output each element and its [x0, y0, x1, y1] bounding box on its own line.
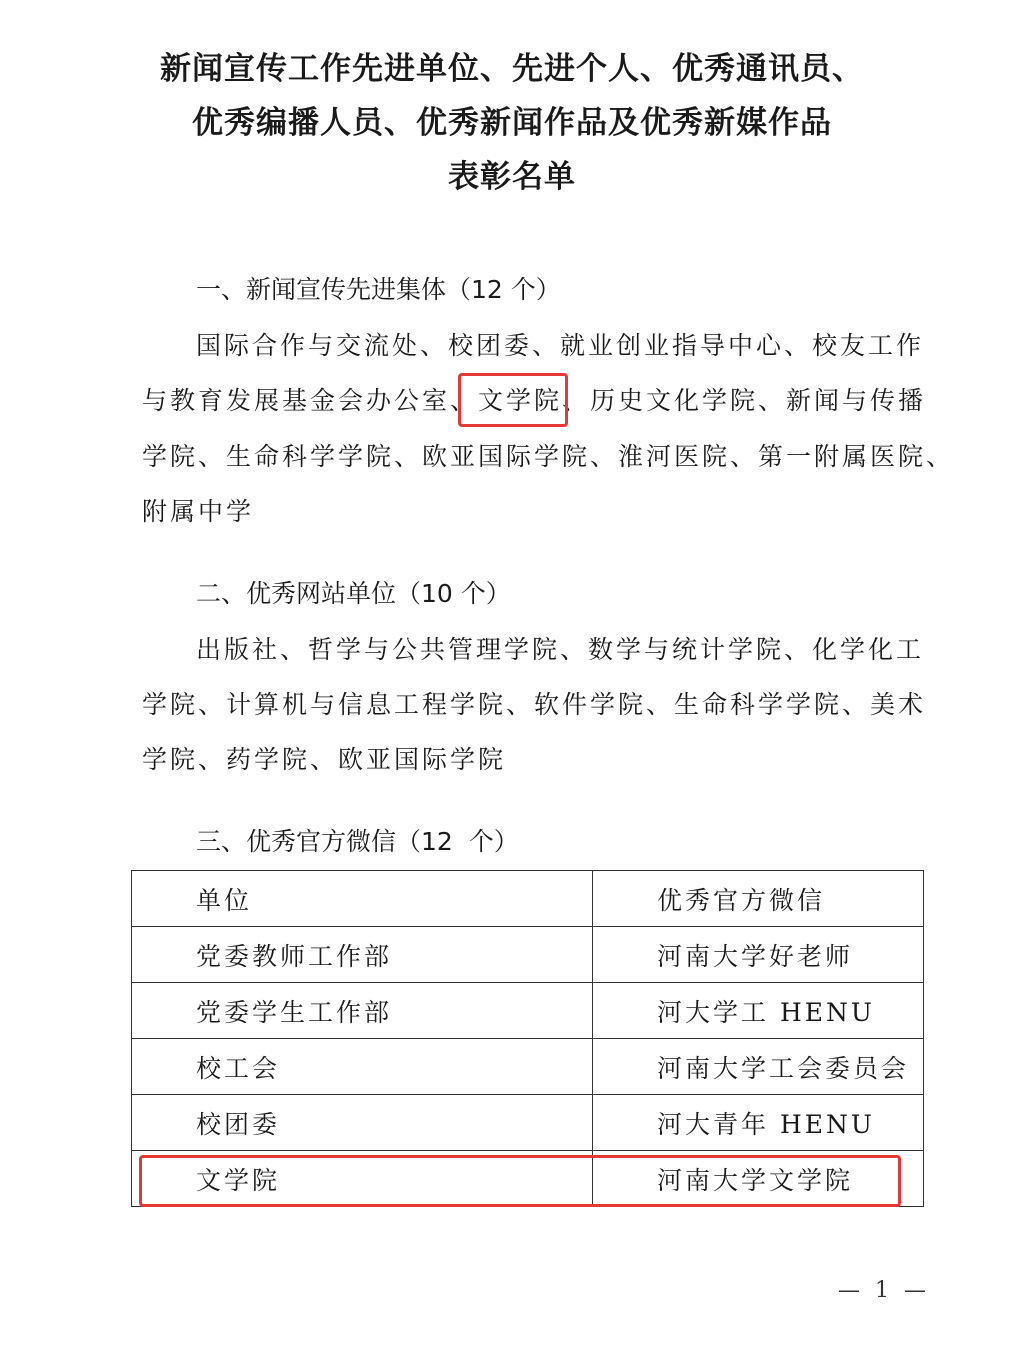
section2-line-2: 学院、计算机与信息工程学院、软件学院、生命科学学院、美术 [142, 690, 927, 719]
section1-heading: 一、新闻宣传先进集体（12 个） [196, 275, 561, 304]
table-cell-wechat: 河南大学好老师 [593, 927, 924, 983]
table-cell-unit: 党委学生工作部 [132, 983, 593, 1039]
table-row [132, 1095, 924, 1151]
table-cell-wechat: 河大青年 HENU [593, 1095, 924, 1151]
section2-line-1: 出版社、哲学与公共管理学院、数学与统计学院、化学化工 [196, 635, 925, 664]
table-cell-wechat: 河南大学工会委员会 [593, 1039, 924, 1095]
table-header-unit: 单位 [132, 871, 593, 927]
section2-heading: 二、优秀网站单位（10 个） [196, 579, 511, 608]
table-cell-unit: 校工会 [132, 1039, 593, 1095]
page-number: — 1 — [838, 1278, 930, 1303]
table-row [132, 927, 924, 983]
section1-line-2: 与教育发展基金会办公室、文学院、历史文化学院、新闻与传播 [142, 386, 927, 415]
section1-line-1: 国际合作与交流处、校团委、就业创业指导中心、校友工作 [196, 331, 925, 360]
table-header-wechat: 优秀官方微信 [593, 871, 924, 927]
table-header-row [132, 871, 924, 927]
table-row [132, 1039, 924, 1095]
table-cell-unit: 党委教师工作部 [132, 927, 593, 983]
title-line-2: 优秀编播人员、优秀新闻作品及优秀新媒作品 [192, 105, 832, 141]
section3-heading: 三、优秀官方微信（12 个） [196, 827, 519, 856]
title-line-1: 新闻宣传工作先进单位、先进个人、优秀通讯员、 [160, 51, 864, 87]
table-cell-unit: 文学院 [132, 1151, 593, 1207]
table-cell-wechat: 河南大学文学院 [593, 1151, 924, 1207]
title-line-3: 表彰名单 [448, 159, 576, 195]
highlight-box-wenxueyuan [458, 373, 568, 427]
table-row [132, 983, 924, 1039]
section2-line-3: 学院、药学院、欧亚国际学院 [142, 745, 507, 774]
highlight-box-row-wenxueyuan [139, 1155, 901, 1207]
table-cell-wechat: 河大学工 HENU [593, 983, 924, 1039]
section1-line-4: 附属中学 [142, 497, 255, 526]
section1-line-3: 学院、生命科学学院、欧亚国际学院、淮河医院、第一附属医院、 [142, 442, 955, 471]
table-cell-unit: 校团委 [132, 1095, 593, 1151]
